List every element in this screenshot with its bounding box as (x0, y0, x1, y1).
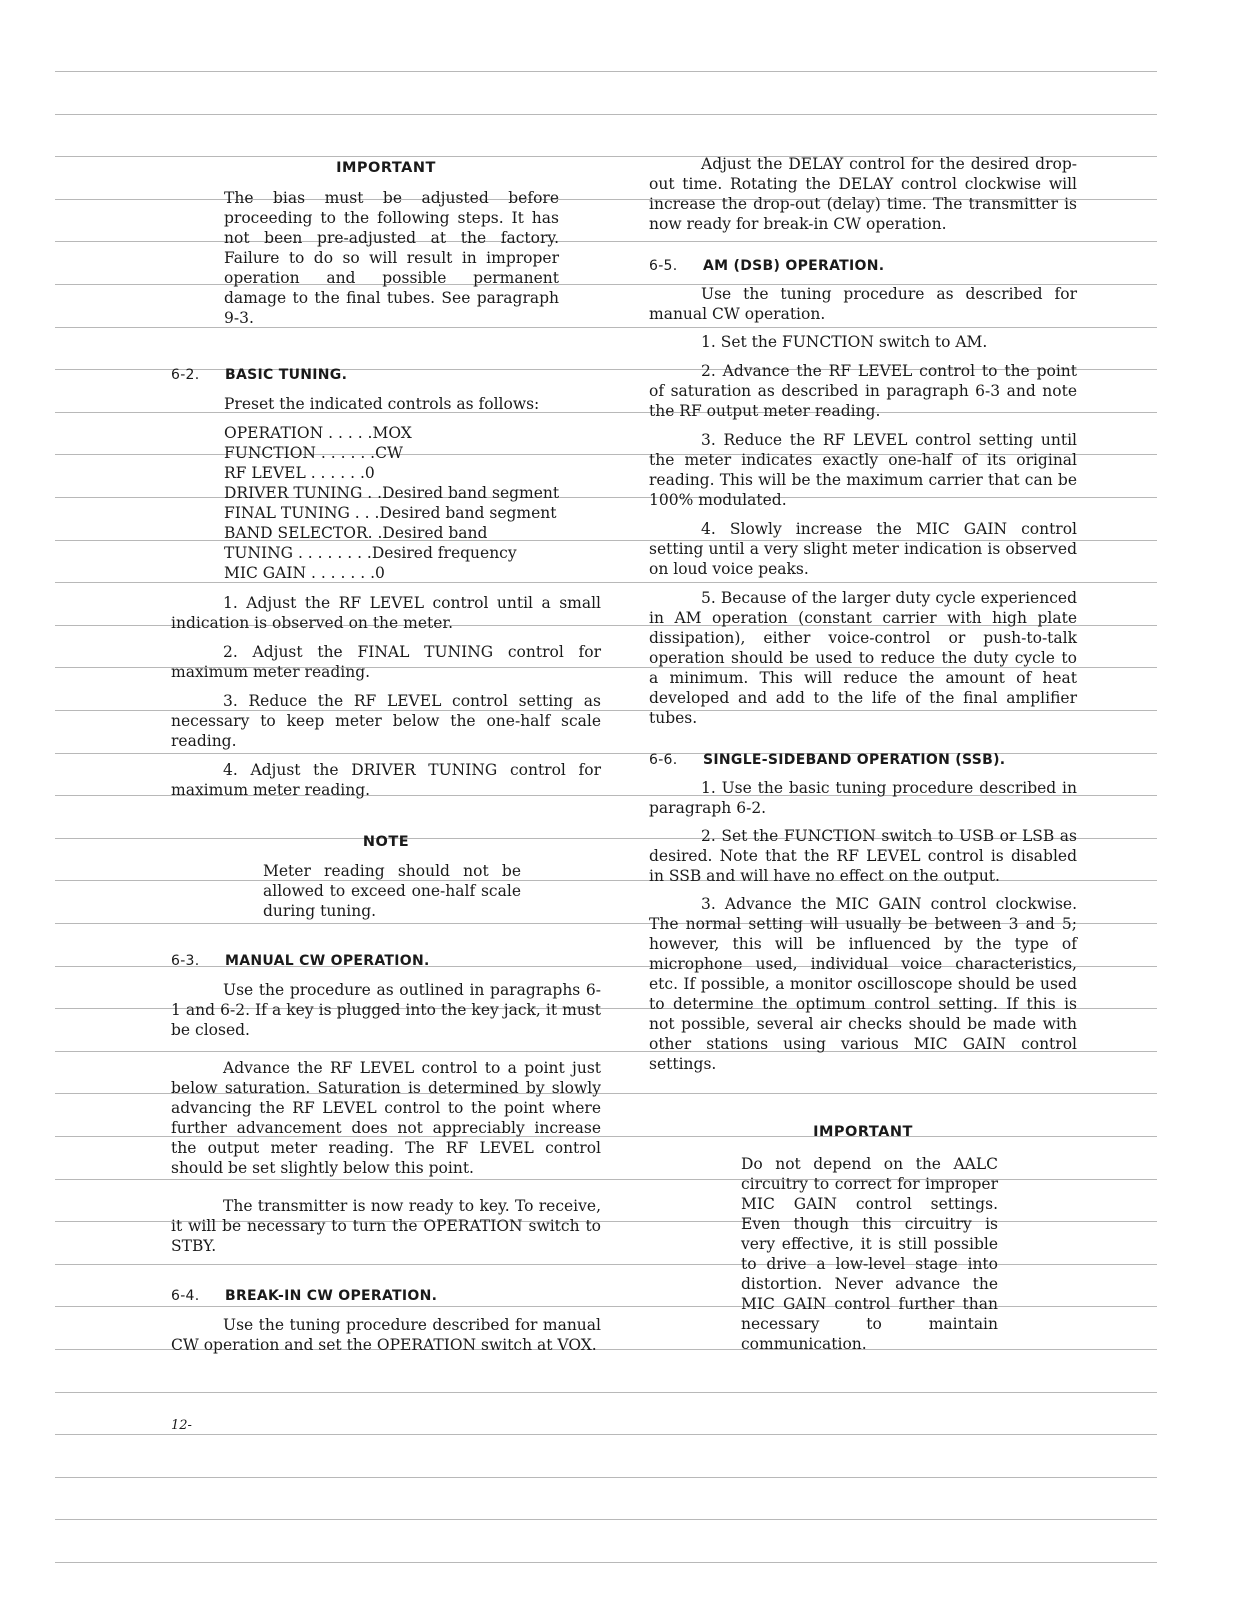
ruled-line (55, 1392, 1157, 1393)
step-paragraph: 4. Slowly increase the MIC GAIN control setting until a very slight meter indication is observed on loud voice peaks. (649, 520, 1077, 578)
step-paragraph: 3. Reduce the RF LEVEL control setting until the meter indicates exactly one-half of its original reading. This will be the maximum carrier that can be 100% modulated. (649, 431, 1077, 509)
step-paragraph: 4. Adjust the DRIVER TUNING control for maximum meter reading. (171, 761, 601, 799)
section-6-6-heading (649, 750, 1077, 770)
control-preset-row: BAND SELECTOR. .Desired band (224, 524, 488, 542)
control-preset-row: FUNCTION . . . . . .CW (224, 444, 403, 462)
step-paragraph: 3. Advance the MIC GAIN control clockwise. The normal setting will usually be between 3 and 5; however, this will be influenced by the type of microphone used, individual voice characteristics, etc. If possible, a monitor oscilloscope should be used to determine the optimum control setting. If this is not possible, several air checks should be made with other stations using various MIC GAIN control settings. (649, 895, 1077, 1073)
ruled-line (55, 1562, 1157, 1563)
step-paragraph: 1. Set the FUNCTION switch to AM. (701, 333, 988, 351)
important-bias-note: The bias must be adjusted before proceeding to the following steps. It has not been pre-adjusted at the factory. Failure to do so will result in improper operation and possible permanent damage to the final tubes. See paragraph 9-3. (224, 189, 559, 327)
step-paragraph: 3. Reduce the RF LEVEL control setting as necessary to keep meter below the one-half scale reading. (171, 692, 601, 750)
step-paragraph: 2. Adjust the FINAL TUNING control for maximum meter reading. (171, 643, 601, 681)
section-title: SINGLE-SIDEBAND OPERATION (SSB). (703, 752, 1006, 768)
section-number: 6-6. (649, 752, 678, 768)
section-title: AM (DSB) OPERATION. (703, 258, 885, 274)
ruled-line (55, 1519, 1157, 1520)
ruled-line (55, 1477, 1157, 1478)
step-paragraph: 1. Use the basic tuning procedure described in paragraph 6-2. (649, 779, 1077, 817)
body-paragraph: Use the tuning procedure as described for manual CW operation. (649, 285, 1077, 323)
important-aalc-note: Do not depend on the AALC circuitry to correct for improper MIC GAIN control settings. Even though this circuitry is very effective, it is still possible to drive a low-level stage into distortion. Never advance the MIC GAIN control further than necessary to maintain communication. (741, 1155, 998, 1353)
step-paragraph: 2. Advance the RF LEVEL control to the point of saturation as described in paragraph 6-3 and note the RF output meter reading. (649, 362, 1077, 420)
section-6-4-heading (171, 1286, 601, 1306)
preset-intro: Preset the indicated controls as follows: (224, 395, 540, 413)
section-number: 6-2. (171, 367, 200, 383)
note-heading: NOTE (362, 834, 410, 850)
left-column (171, 150, 601, 1355)
section-title: MANUAL CW OPERATION. (225, 953, 430, 969)
section-6-5-heading (649, 256, 1077, 276)
section-number: 6-3. (171, 953, 200, 969)
body-paragraph: Use the procedure as outlined in paragraphs 6-1 and 6-2. If a key is plugged into the key jack, it must be closed. (171, 981, 601, 1039)
step-paragraph: 5. Because of the larger duty cycle experienced in AM operation (constant carrier with high plate dissipation), either voice-control or push-to-talk operation should be used to reduce the duty cycle to a minimum. This will reduce the amount of heat developed and add to the life of the final amplifier tubes. (649, 589, 1077, 727)
body-paragraph: The transmitter is now ready to key. To receive, it will be necessary to turn the OPERATION switch to STBY. (171, 1197, 601, 1255)
control-preset-row: OPERATION . . . . .MOX (224, 424, 412, 442)
step-paragraph: 1. Adjust the RF LEVEL control until a small indication is observed on the meter. (171, 594, 601, 632)
control-preset-row: FINAL TUNING . . .Desired band segment (224, 504, 557, 522)
page-number: 12- (171, 1418, 192, 1433)
ruled-line (55, 1434, 1157, 1435)
control-preset-row: TUNING . . . . . . . .Desired frequency (224, 544, 517, 562)
delay-paragraph: Adjust the DELAY control for the desired drop-out time. Rotating the DELAY control clockwise will increase the drop-out (delay) time. The transmitter is now ready for break-in CW operation. (649, 155, 1077, 233)
ruled-line (55, 71, 1157, 72)
body-paragraph: Advance the RF LEVEL control to a point just below saturation. Saturation is determined by slowly advancing the RF LEVEL control to the point where further advancement does not appreciably increase the output meter reading. The RF LEVEL control should be set slightly below this point. (171, 1059, 601, 1177)
section-number: 6-4. (171, 1288, 200, 1304)
ruled-line (55, 114, 1157, 115)
section-number: 6-5. (649, 258, 678, 274)
section-6-2-heading (171, 365, 601, 385)
control-preset-row: RF LEVEL . . . . . .0 (224, 464, 375, 482)
body-paragraph: Use the tuning procedure described for manual CW operation and set the OPERATION switch at VOX. (171, 1316, 601, 1354)
control-preset-list (224, 423, 601, 583)
section-6-3-heading (171, 951, 601, 971)
control-preset-row: DRIVER TUNING . .Desired band segment (224, 484, 560, 502)
important-heading: IMPORTANT (813, 1124, 913, 1140)
right-column (649, 150, 1077, 1354)
section-title: BREAK-IN CW OPERATION. (225, 1288, 438, 1304)
section-title: BASIC TUNING. (225, 367, 348, 383)
control-preset-row: MIC GAIN . . . . . . .0 (224, 564, 385, 582)
note-text: Meter reading should not be allowed to exceed one-half scale during tuning. (263, 862, 521, 920)
step-paragraph: 2. Set the FUNCTION switch to USB or LSB as desired. Note that the RF LEVEL control is disabled in SSB and will have no effect on the output. (649, 827, 1077, 885)
important-heading: IMPORTANT (336, 160, 436, 176)
